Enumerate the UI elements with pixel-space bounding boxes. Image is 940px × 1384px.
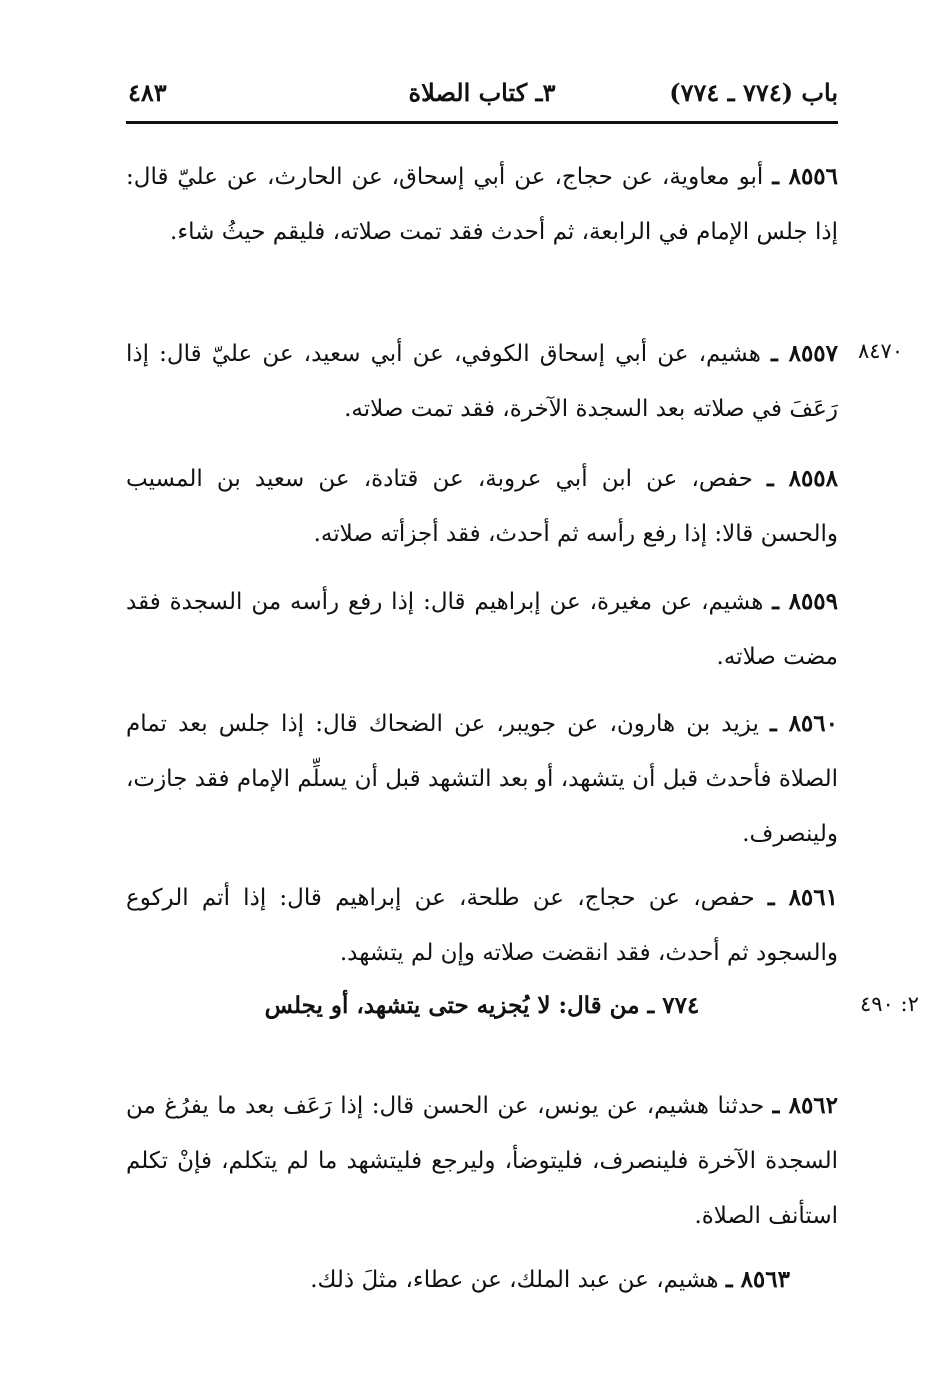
hadith-text: حدثنا هشيم، عن يونس، عن الحسن قال: إذا رَعَف بعد ما يفرُغ من السجدة الآخرة فلينصرف، فليتوضأ، وليرجع فليتشهد ما لم يتكلم، فإنْ تكلم استأنف الصلاة. [126,1093,838,1229]
hadith-8556 [126,149,838,260]
hadith-text: حفص، عن حجاج، عن طلحة، عن إبراهيم قال: إذا أتم الركوع والسجود ثم أحدث، فقد انقضت صلاته وإن لم يتشهد. [126,885,838,966]
page-number: ٤٨٣ [128,78,167,107]
hadith-number: ٨٥٥٧ ـ [771,340,839,367]
hadith-8557 [126,326,838,437]
hadith-number: ٨٥٦٣ ـ [725,1266,790,1293]
hadith-number: ٨٥٥٦ ـ [772,163,839,190]
section-heading: ٧٧٤ ـ من قال: لا يُجزيه حتى يتشهد، أو يجلس [264,992,700,1019]
hadith-text: هشيم، عن مغيرة، عن إبراهيم قال: إذا رفع رأسه من السجدة فقد مضت صلاته. [126,589,838,670]
hadith-text: هشيم، عن عبد الملك، عن عطاء، مثلَ ذلك. [310,1267,719,1293]
hadith-8559 [126,574,838,685]
hadith-number: ٨٥٥٩ ـ [772,588,839,615]
hadith-8561 [126,870,838,981]
page-header [126,74,838,120]
margin-ref-vol-page: ٢: ٤٩٠ [860,992,919,1016]
hadith-8563 [126,1252,838,1308]
hadith-number: ٨٥٥٨ ـ [767,465,839,492]
margin-ref-8470: ٨٤٧٠ [858,339,904,363]
hadith-number: ٨٥٦٢ ـ [772,1092,839,1119]
chapter-range: باب (٧٧٤ ـ ٧٧٤) [669,78,838,107]
book-title: ٣ـ كتاب الصلاة [408,78,556,107]
hadith-text: يزيد بن هارون، عن جويبر، عن الضحاك قال: إذا جلس بعد تمام الصلاة فأحدث قبل أن يتشهد، أو بعد التشهد قبل أن يسلِّم الإمام فقد جازت، ولينصرف. [126,711,838,847]
hadith-text: حفص، عن ابن أبي عروبة، عن قتادة، عن سعيد بن المسيب والحسن قالا: إذا رفع رأسه ثم أحدث، فقد أجزأته صلاته. [126,466,838,547]
hadith-number: ٨٥٦١ ـ [767,884,838,911]
hadith-8562 [126,1078,838,1244]
hadith-8560 [126,696,838,862]
header-rule [126,121,838,124]
hadith-8558 [126,451,838,562]
hadith-text: هشيم، عن أبي إسحاق الكوفي، عن أبي سعيد، عن عليّ قال: إذا رَعَفَ في صلاته بعد السجدة الآخرة، فقد تمت صلاته. [126,341,838,422]
hadith-number: ٨٥٦٠ ـ [770,710,838,737]
hadith-text: أبو معاوية، عن حجاج، عن أبي إسحاق، عن الحارث، عن عليّ قال: إذا جلس الإمام في الرابعة، ثم أحدث فقد تمت صلاته، فليقم حيثُ شاء. [126,164,838,245]
